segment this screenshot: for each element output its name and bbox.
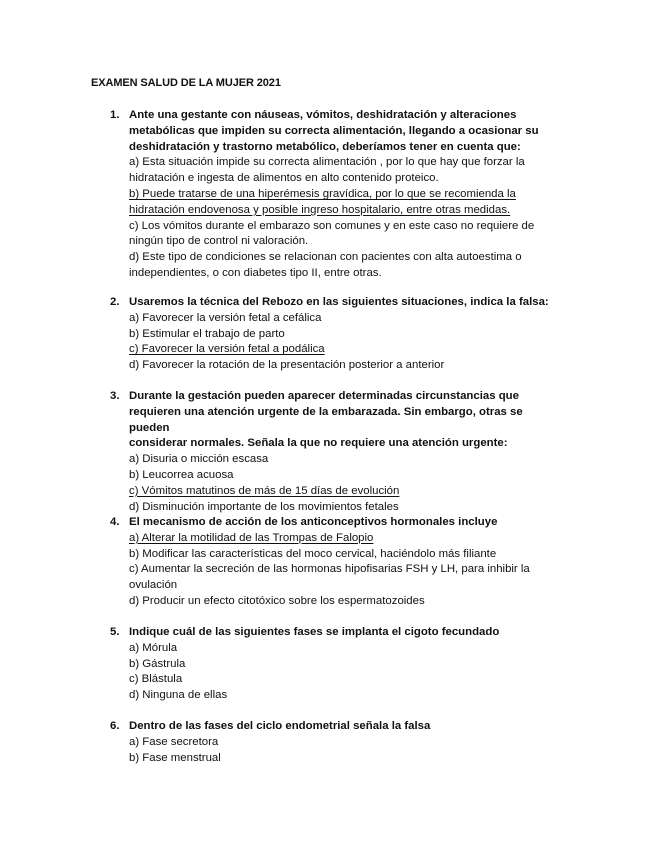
question-6 [110,719,550,766]
question-1 [110,108,550,282]
question-text: Dentro de las fases del ciclo endometrial señala la falsa [129,720,431,732]
option-c: c) Los vómitos durante el embarazo son comunes y en este caso no requiere de ningún tipo de control ni valoración. [129,219,535,248]
option-b: b) Estimular el trabajo de parto [129,327,285,340]
option-a-correct: a) Alterar la motilidad de las Trompas de Falopio [129,531,374,544]
option-a: a) Fase secretora [129,735,219,748]
option-b: b) Modificar las características del moco cervical, haciéndolo más filiante [129,547,497,560]
exam-title: EXAMEN SALUD DE LA MUJER 2021 [91,77,281,89]
question-text: Durante la gestación pueden aparecer determinadas circunstancias que requieren una atención urgente de la embarazada. Sin embargo, otras se pueden considerar normales. Señala la que no requiere una atención urgente: [129,390,523,450]
question-number: 2. [110,296,120,308]
question-number: 3. [110,390,120,402]
option-d: d) Favorecer la rotación de la presentación posterior a anterior [129,359,445,372]
option-d: d) Producir un efecto citotóxico sobre los espermatozoides [129,594,425,607]
question-text: Usaremos la técnica del Rebozo en las siguientes situaciones, indica la falsa: [129,296,549,308]
question-number: 5. [110,626,120,638]
option-c: c) Blástula [129,673,183,686]
option-b: b) Gástrula [129,657,186,670]
question-text: Indique cuál de las siguientes fases se implanta el cigoto fecundado [129,626,500,638]
question-3 [110,389,550,515]
option-c-correct: c) Favorecer la versión fetal a podálica [129,343,325,356]
option-b-correct: b) Puede tratarse de una hiperémesis gravídica, por lo que se recomienda la hidratación endovenosa y posible ingreso hospitalario, entre otras medidas. [129,187,516,216]
question-text: El mecanismo de acción de los anticonceptivos hormonales incluye [129,516,498,528]
option-d: d) Disminución importante de los movimientos fetales [129,500,399,513]
question-2 [110,295,550,374]
option-d: d) Ninguna de ellas [129,689,228,702]
option-b: b) Leucorrea acuosa [129,468,234,481]
option-a: a) Esta situación impide su correcta alimentación , por lo que hay que forzar la hidratación e ingesta de alimentos en alto contenido proteico. [129,156,525,185]
option-c-correct: c) Vómitos matutinos de más de 15 días de evolución [129,484,400,497]
option-b: b) Fase menstrual [129,751,221,764]
question-number: 6. [110,720,120,732]
option-d: d) Este tipo de condiciones se relacionan con pacientes con alta autoestima o independientes, o con diabetes tipo II, entre otras. [129,251,522,279]
option-a: a) Mórula [129,641,178,654]
question-number: 4. [110,516,120,528]
question-text: Ante una gestante con náuseas, vómitos, deshidratación y alteraciones metabólicas que impiden su correcta alimentación, llegando a ocasionar su deshidratación y trastorno metabólico, deberíamos tener en cuenta que: [129,109,539,153]
question-4 [110,515,550,610]
question-5 [110,625,550,704]
question-number: 1. [110,109,120,121]
option-c: c) Aumentar la secreción de las hormonas hipofisarias FSH y LH, para inhibir la ovulación [129,563,530,592]
option-a: a) Disuria o micción escasa [129,453,269,466]
option-a: a) Favorecer la versión fetal a cefálica [129,311,322,324]
